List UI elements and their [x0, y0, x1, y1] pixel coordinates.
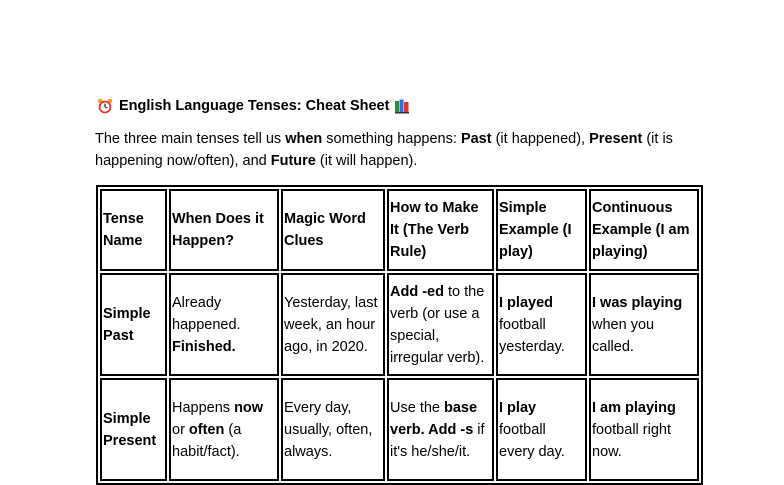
cell-text: football every day.	[499, 421, 565, 460]
cell-text: or	[172, 421, 189, 438]
simple-example-cell	[496, 378, 587, 481]
cell-emphasis: I played	[499, 294, 553, 311]
tense-name-cell: Simple Past	[100, 273, 167, 376]
alarm-clock-icon	[97, 98, 113, 114]
cell-text: Already happened.	[172, 294, 241, 333]
table-header-cell: Continuous Example (I am playing)	[589, 189, 699, 271]
cell-text: if it's he/she/it.	[390, 421, 485, 460]
cell-emphasis: Add -ed	[390, 283, 444, 300]
when-cell	[169, 378, 279, 481]
clues-cell: Yesterday, last week, an hour ago, in 2020.	[281, 273, 385, 376]
table-header-cell: Tense Name	[100, 189, 167, 271]
intro-text: (it happened),	[491, 131, 590, 147]
when-cell	[169, 273, 279, 376]
intro-emphasis: Future	[270, 152, 316, 169]
doc-title-text: English Language Tenses: Cheat Sheet	[119, 98, 390, 114]
simple-example-cell	[496, 273, 587, 376]
continuous-example-cell	[589, 378, 699, 481]
cell-emphasis: I play	[499, 399, 537, 416]
intro-text: something happens:	[322, 131, 461, 147]
table-row	[100, 378, 699, 481]
rule-cell	[387, 378, 494, 481]
intro-text: The three main tenses tell us	[95, 131, 286, 147]
table-header-cell: When Does it Happen?	[169, 189, 279, 271]
doc-title	[97, 96, 410, 116]
clues-cell: Every day, usually, often, always.	[281, 378, 385, 481]
cell-text: Use the	[390, 399, 444, 416]
cell-text: football yesterday.	[499, 316, 565, 355]
intro-emphasis: Present	[589, 131, 643, 147]
intro-emphasis: Past	[460, 131, 492, 147]
cell-emphasis: Finished.	[172, 338, 236, 355]
cell-emphasis: I am playing	[592, 399, 676, 416]
cell-text: Happens	[172, 399, 235, 416]
table-header-cell: How to Make It (The Verb Rule)	[387, 189, 494, 271]
table-row	[100, 273, 699, 376]
intro-emphasis: when	[285, 131, 323, 147]
table-header-cell: Simple Example (I play)	[496, 189, 587, 271]
tense-name-cell: Simple Present	[100, 378, 167, 481]
cell-emphasis: I was playing	[592, 294, 683, 311]
rule-cell	[387, 273, 494, 376]
continuous-example-cell	[589, 273, 699, 376]
table-header-row	[100, 189, 699, 271]
tenses-table	[96, 185, 703, 485]
cell-text: when you called.	[592, 316, 655, 355]
intro-text: (it will happen).	[315, 152, 418, 169]
cell-text: football right now.	[592, 421, 671, 460]
cell-emphasis: now	[234, 399, 264, 416]
intro-paragraph	[95, 129, 695, 172]
cell-text: to the verb (or use a special, irregular verb).	[390, 283, 485, 366]
intro-text: (it is happening now/often), and	[95, 131, 673, 169]
cell-text: (a habit/fact).	[172, 421, 242, 460]
table-header-cell: Magic Word Clues	[281, 189, 385, 271]
books-icon	[394, 98, 410, 114]
cell-emphasis: base verb. Add -s	[390, 399, 478, 438]
cell-emphasis: often	[188, 421, 225, 438]
